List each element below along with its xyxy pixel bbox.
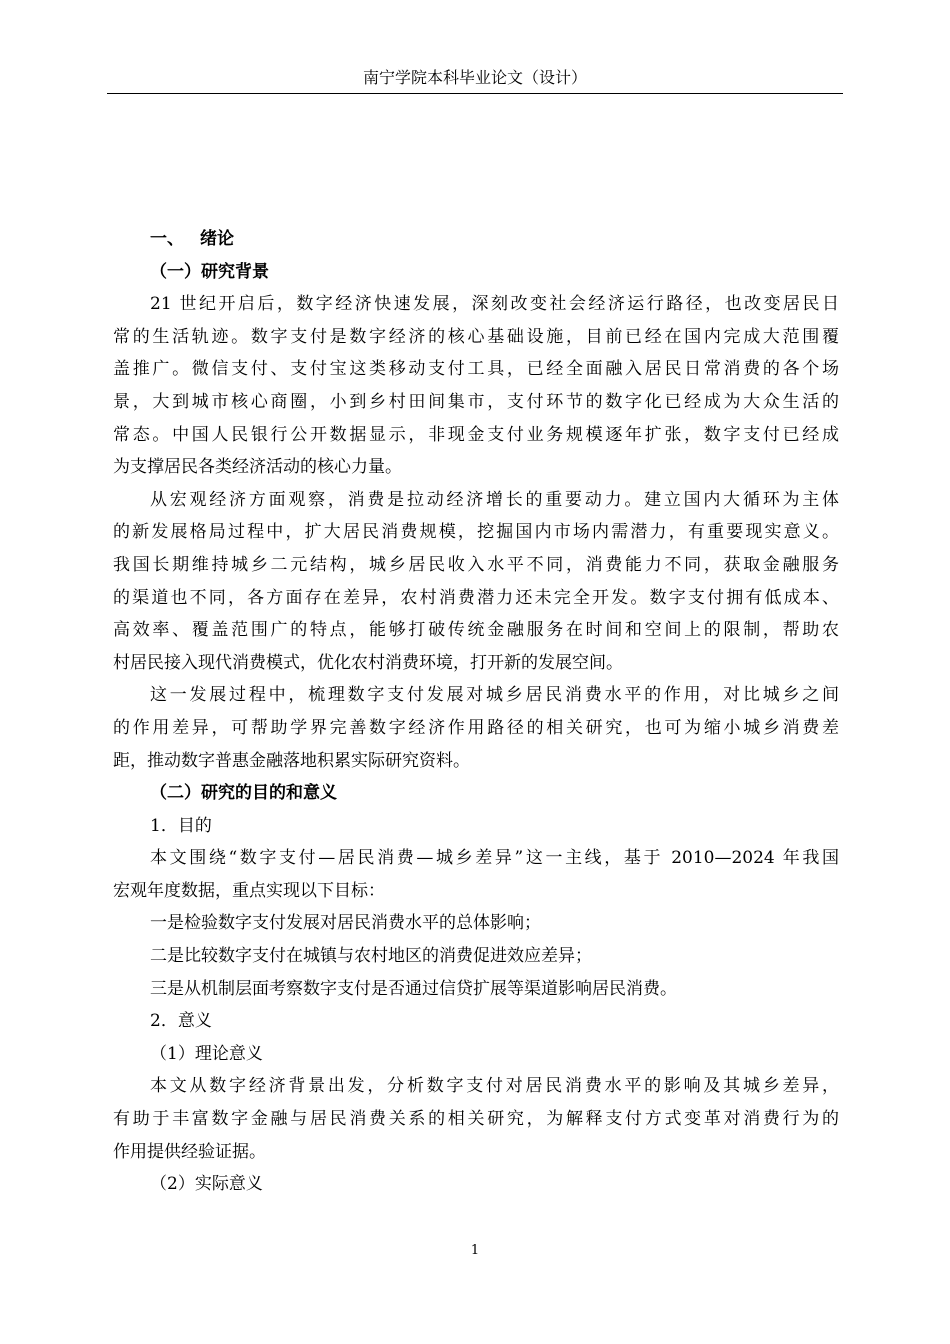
paragraph-line: 高效率、覆盖范围广的特点，能够打破传统金融服务在时间和空间上的限制，帮助农 [113,620,839,641]
paragraph-line: 这一发展过程中，梳理数字支付发展对城乡居民消费水平的作用，对比城乡之间 [150,685,839,706]
paragraph-line: 作用提供经验证据。 [113,1141,266,1162]
paragraph-line: 的新发展格局过程中，扩大居民消费规模，挖掘国内市场内需潜力，有重要现实意义。 [113,522,839,543]
paragraph-line: 常的生活轨迹。数字支付是数字经济的核心基础设施，目前已经在国内完成大范围覆 [113,326,839,347]
paragraph-line: 的渠道也不同，各方面存在差异，农村消费潜力还未完全开发。数字支付拥有低成本、 [113,587,839,608]
paragraph-line: 的作用差异，可帮助学界完善数字经济作用路径的相关研究，也可为缩小城乡消费差 [113,717,839,738]
paragraph-line: 常态。中国人民银行公开数据显示，非现金支付业务规模逐年扩张，数字支付已经成 [113,424,839,445]
goal-item: 二是比较数字支付在城镇与农村地区的消费促进效应差异； [150,946,592,967]
paragraph-line: 有助于丰富数字金融与居民消费关系的相关研究，为解释支付方式变革对消费行为的 [113,1109,839,1130]
header-rule [107,93,843,94]
subheading-theoretical: （1）理论意义 [150,1043,263,1064]
document-body [113,223,839,1201]
paragraph-line: 本文从数字经济背景出发，分析数字支付对居民消费水平的影响及其城乡差异， [150,1076,839,1097]
section-heading-background: （一）研究背景 [150,261,269,282]
chapter-title: 绪论 [200,229,234,249]
goal-item: 一是检验数字支付发展对居民消费水平的总体影响； [150,913,541,934]
paragraph-line: 为支撑居民各类经济活动的核心力量。 [113,457,402,478]
subheading-significance: 2．意义 [150,1011,212,1032]
subheading-practical: （2）实际意义 [150,1174,263,1195]
paragraph-line: 盖推广。微信支付、支付宝这类移动支付工具，已经全面融入居民日常消费的各个场 [113,359,839,380]
page-header: 南宁学院本科毕业论文（设计） [362,68,587,87]
paragraph-line: 21 世纪开启后，数字经济快速发展，深刻改变社会经济运行路径，也改变居民日 [150,294,839,315]
paragraph-line: 距，推动数字普惠金融落地积累实际研究资料。 [113,750,470,771]
paragraph-line: 从宏观经济方面观察，消费是拉动经济增长的重要动力。建立国内大循环为主体 [150,489,839,510]
paragraph-line: 本文围绕“数字支付—居民消费—城乡差异”这一主线，基于 2010—2024 年我国 [150,848,839,869]
section-heading-purpose: （二）研究的目的和意义 [150,783,337,804]
subheading-purpose: 1．目的 [150,815,212,836]
page-number: 1 [470,1243,480,1258]
paragraph-line: 景，大到城市核心商圈，小到乡村田间集市，支付环节的数字化已经成为大众生活的 [113,391,839,412]
chapter-heading [113,223,839,256]
paragraph-line: 宏观年度数据，重点实现以下目标： [113,880,385,901]
goal-item: 三是从机制层面考察数字支付是否通过信贷扩展等渠道影响居民消费。 [150,978,677,999]
paragraph-line: 村居民接入现代消费模式，优化农村消费环境，打开新的发展空间。 [113,652,623,673]
paragraph-line: 我国长期维持城乡二元结构，城乡居民收入水平不同，消费能力不同，获取金融服务 [113,554,839,575]
chapter-number: 一、 [150,229,184,249]
